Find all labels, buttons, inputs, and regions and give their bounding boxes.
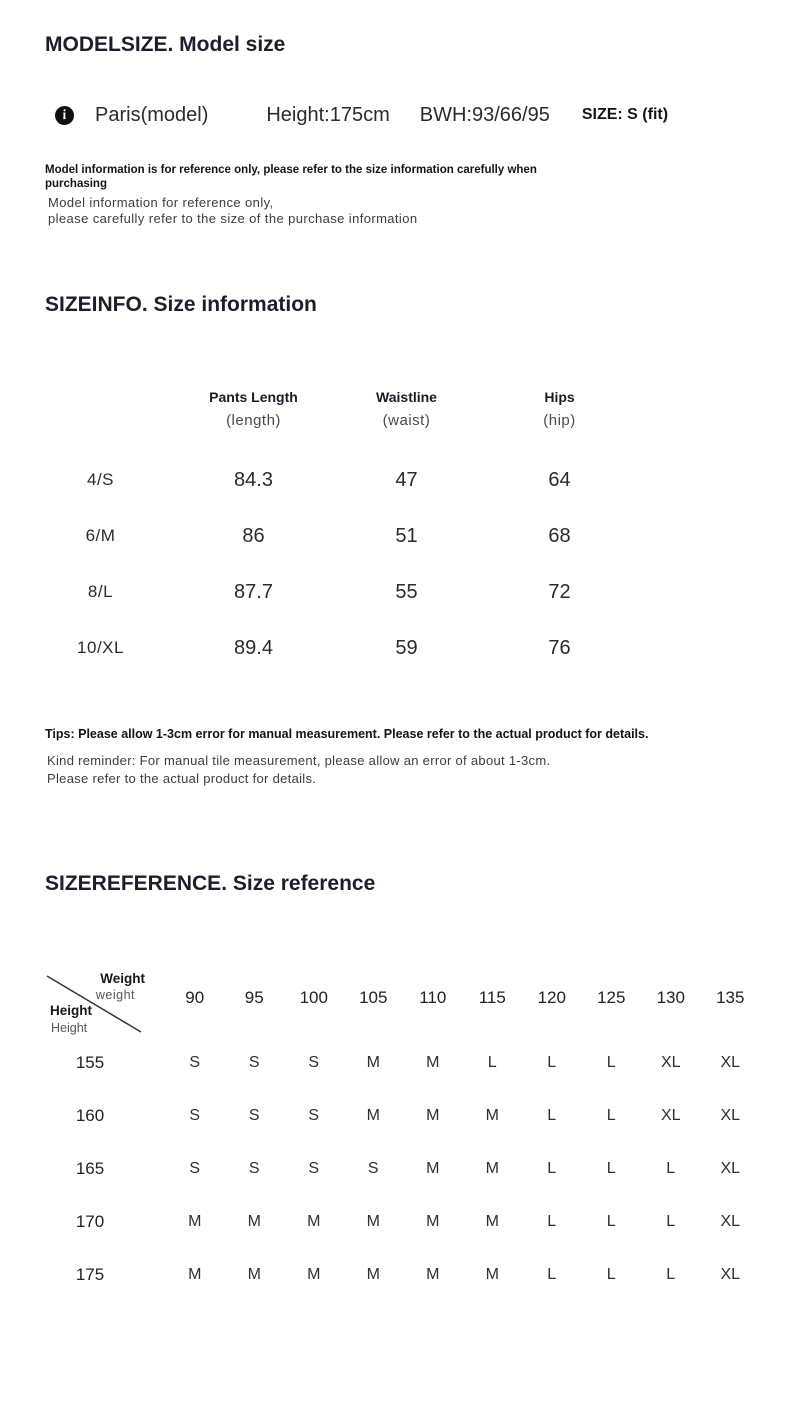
weight-height-corner-cell bbox=[45, 970, 145, 1036]
size-info-table-body bbox=[24, 452, 636, 676]
height-label: 175 bbox=[75, 1264, 105, 1284]
size-cell: L bbox=[547, 1265, 557, 1283]
size-cell: S bbox=[248, 1159, 260, 1177]
hip-value: 72 bbox=[548, 580, 571, 603]
size-cell: M bbox=[485, 1265, 499, 1283]
model-size-heading: MODELSIZE. Model size bbox=[45, 33, 286, 56]
size-cell: M bbox=[426, 1212, 440, 1230]
size-cell: M bbox=[426, 1106, 440, 1124]
height-label: 155 bbox=[75, 1052, 105, 1072]
weight-header: 90 bbox=[185, 988, 205, 1007]
size-cell: M bbox=[426, 1053, 440, 1071]
size-info-table bbox=[24, 389, 636, 676]
corner-weight-sub: weight bbox=[95, 988, 135, 1002]
size-cell: M bbox=[485, 1212, 499, 1230]
size-cell: M bbox=[485, 1106, 499, 1124]
weight-header: 105 bbox=[359, 988, 388, 1007]
table-row bbox=[24, 620, 636, 676]
table-row bbox=[0, 1089, 790, 1142]
waist-value: 47 bbox=[395, 468, 418, 491]
weight-header: 110 bbox=[419, 988, 447, 1007]
table-row bbox=[0, 1195, 790, 1248]
column-label: Hips bbox=[544, 389, 575, 405]
model-height: Height:175cm bbox=[266, 103, 390, 126]
table-row bbox=[0, 1142, 790, 1195]
size-info-table-header bbox=[24, 389, 636, 430]
size-label: 6/M bbox=[85, 526, 116, 545]
size-cells bbox=[165, 1160, 760, 1178]
model-name: Paris(model) bbox=[95, 103, 209, 126]
length-value: 84.3 bbox=[234, 468, 273, 491]
size-cell: M bbox=[188, 1212, 202, 1230]
length-value: 86 bbox=[242, 524, 265, 547]
size-cell: M bbox=[188, 1265, 202, 1283]
size-cells bbox=[165, 1107, 760, 1125]
size-cell: M bbox=[485, 1159, 499, 1177]
hip-value: 68 bbox=[548, 524, 571, 547]
model-note-bold: Model information is for reference only, please refer to the size information carefully when purchasing bbox=[45, 164, 537, 190]
tips-line1: Kind reminder: For manual tile measurement, please allow an error of about 1-3cm. bbox=[47, 753, 551, 768]
size-cell: L bbox=[666, 1159, 676, 1177]
corner-weight-bold: Weight bbox=[100, 971, 145, 986]
size-cell: L bbox=[606, 1159, 616, 1177]
tips-bold: Tips: Please allow 1-3cm error for manual measurement. Please refer to the actual product for details. bbox=[45, 727, 649, 741]
size-label: 4/S bbox=[86, 470, 115, 489]
model-note-regular bbox=[48, 195, 790, 227]
size-cell: S bbox=[189, 1053, 201, 1071]
size-info-heading: SIZEINFO. Size information bbox=[45, 293, 317, 316]
waist-value: 51 bbox=[395, 524, 418, 547]
model-info-row bbox=[55, 103, 790, 127]
size-cell: M bbox=[247, 1212, 261, 1230]
size-cell: M bbox=[307, 1265, 321, 1283]
table-row bbox=[24, 452, 636, 508]
size-cell: XL bbox=[660, 1053, 681, 1071]
size-cell: L bbox=[666, 1212, 676, 1230]
table-row bbox=[24, 508, 636, 564]
size-cells bbox=[165, 1054, 760, 1072]
model-size-fit: SIZE: S (fit) bbox=[581, 106, 669, 123]
column-header-waist bbox=[330, 389, 483, 430]
size-cell: S bbox=[248, 1106, 260, 1124]
waist-value: 59 bbox=[395, 636, 418, 659]
table-row bbox=[0, 1036, 790, 1089]
size-cell: L bbox=[547, 1212, 557, 1230]
size-cell: M bbox=[366, 1106, 380, 1124]
weight-columns bbox=[165, 966, 760, 1036]
size-cell: XL bbox=[720, 1106, 741, 1124]
size-cell: S bbox=[189, 1106, 201, 1124]
size-cell: M bbox=[247, 1265, 261, 1283]
size-cell: L bbox=[606, 1265, 616, 1283]
size-cell: S bbox=[367, 1159, 379, 1177]
weight-header: 125 bbox=[597, 988, 626, 1007]
waist-value: 55 bbox=[395, 580, 418, 603]
size-cell: XL bbox=[720, 1159, 741, 1177]
column-header-length bbox=[177, 389, 330, 430]
size-cell: L bbox=[547, 1106, 557, 1124]
size-cell: S bbox=[189, 1159, 201, 1177]
hip-value: 76 bbox=[548, 636, 571, 659]
size-cell: L bbox=[606, 1212, 616, 1230]
size-cell: L bbox=[606, 1106, 616, 1124]
size-cell: M bbox=[366, 1053, 380, 1071]
size-cell: M bbox=[366, 1265, 380, 1283]
model-note-line2: please carefully refer to the size of the purchase information bbox=[48, 211, 418, 226]
size-cell: XL bbox=[720, 1265, 741, 1283]
size-cell: S bbox=[308, 1159, 320, 1177]
size-cell: S bbox=[248, 1053, 260, 1071]
size-cell: M bbox=[307, 1212, 321, 1230]
weight-header: 120 bbox=[537, 988, 566, 1007]
length-value: 89.4 bbox=[234, 636, 273, 659]
size-cell: M bbox=[426, 1265, 440, 1283]
size-cells bbox=[165, 1213, 760, 1231]
column-label: Waistline bbox=[376, 389, 437, 405]
header-spacer bbox=[24, 389, 177, 430]
height-label: 160 bbox=[75, 1105, 105, 1125]
tips-line2: Please refer to the actual product for details. bbox=[47, 771, 317, 786]
weight-header: 135 bbox=[716, 988, 745, 1007]
size-reference-heading: SIZEREFERENCE. Size reference bbox=[45, 872, 376, 895]
size-cell: L bbox=[547, 1159, 557, 1177]
table-row bbox=[0, 1248, 790, 1301]
model-bwh: BWH:93/66/95 bbox=[419, 103, 550, 126]
size-label: 8/L bbox=[87, 582, 114, 601]
size-cell: L bbox=[606, 1053, 616, 1071]
size-cell: XL bbox=[720, 1212, 741, 1230]
corner-height-sub: Height bbox=[51, 1021, 88, 1035]
size-label: 10/XL bbox=[77, 638, 124, 657]
size-cell: L bbox=[666, 1265, 676, 1283]
size-cell: M bbox=[366, 1212, 380, 1230]
tips-regular bbox=[47, 752, 790, 788]
column-sublabel: (hip) bbox=[543, 412, 576, 429]
size-reference-table bbox=[0, 966, 790, 1301]
weight-header: 100 bbox=[299, 988, 328, 1007]
size-cells bbox=[165, 1266, 760, 1284]
corner-height-bold: Height bbox=[50, 1003, 92, 1018]
model-note-line1: Model information for reference only, bbox=[48, 195, 274, 210]
info-icon: i bbox=[54, 104, 75, 125]
size-reference-header bbox=[0, 966, 790, 1036]
column-sublabel: (waist) bbox=[382, 412, 431, 429]
size-cell: L bbox=[547, 1053, 557, 1071]
length-value: 87.7 bbox=[234, 580, 273, 603]
column-label: Pants Length bbox=[209, 389, 298, 405]
height-label: 170 bbox=[75, 1211, 105, 1231]
weight-header: 115 bbox=[478, 988, 506, 1007]
size-cell: XL bbox=[720, 1053, 741, 1071]
size-cell: M bbox=[426, 1159, 440, 1177]
size-cell: S bbox=[308, 1053, 320, 1071]
size-cell: S bbox=[308, 1106, 320, 1124]
weight-header: 95 bbox=[244, 988, 264, 1007]
weight-header: 130 bbox=[656, 988, 685, 1007]
column-header-hip bbox=[483, 389, 636, 430]
size-cell: XL bbox=[660, 1106, 681, 1124]
column-sublabel: (length) bbox=[226, 412, 281, 429]
hip-value: 64 bbox=[548, 468, 571, 491]
size-cell: L bbox=[487, 1053, 497, 1071]
table-row bbox=[24, 564, 636, 620]
height-label: 165 bbox=[75, 1158, 105, 1178]
